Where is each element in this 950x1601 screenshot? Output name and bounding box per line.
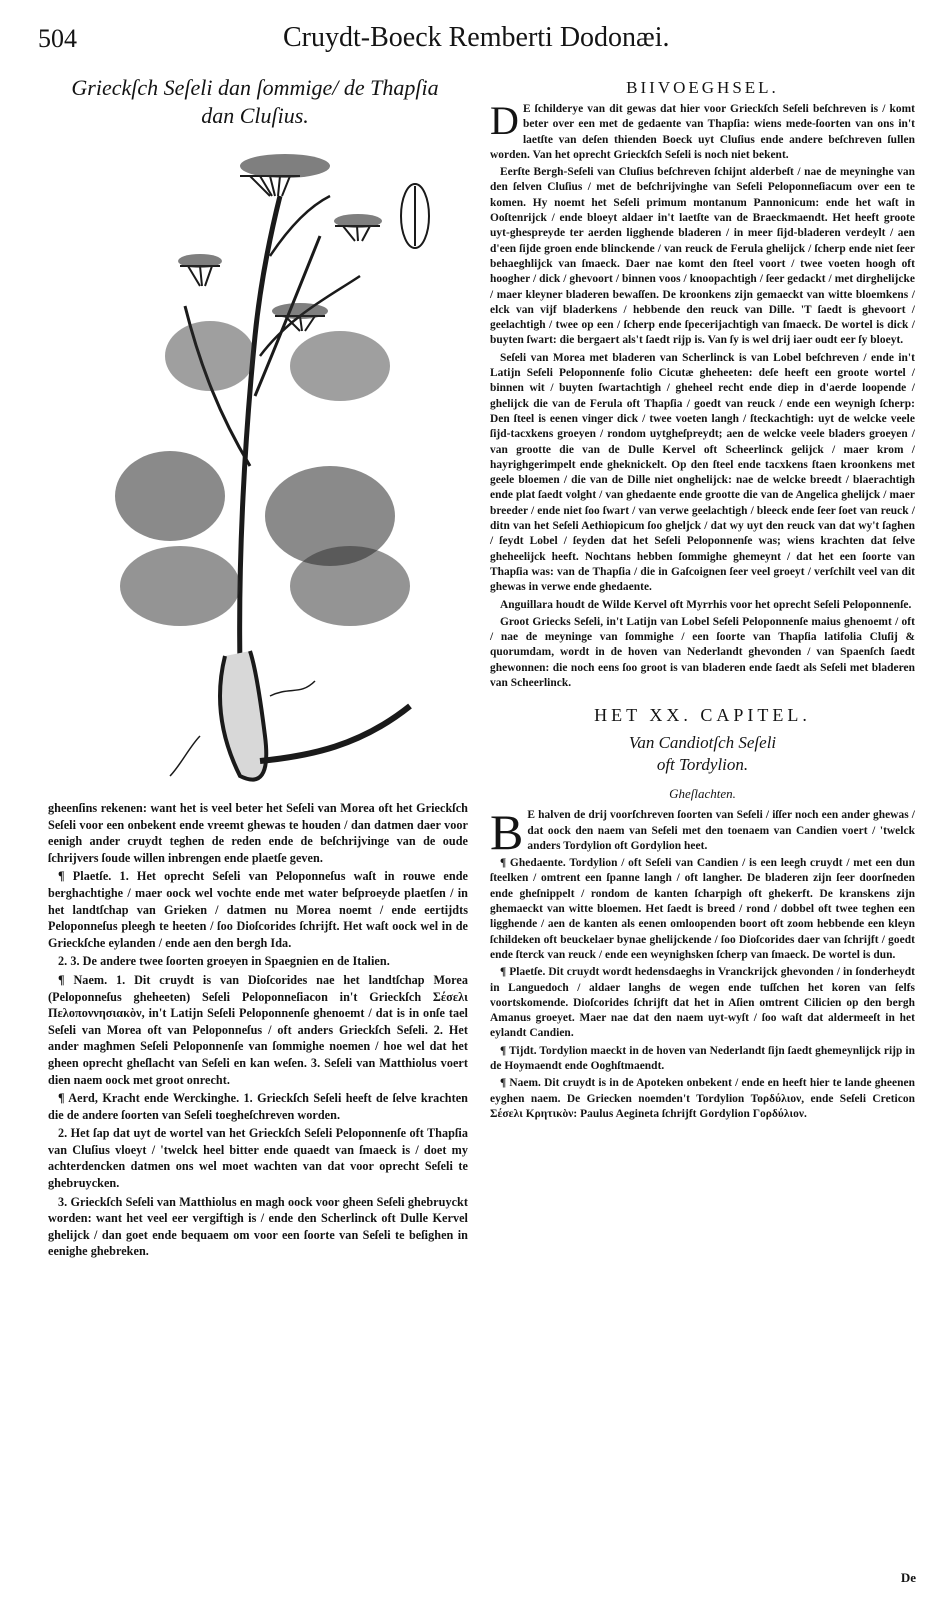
right-paragraph: Groot Griecks Seſeli, in't Latijn van Lobel Seſeli Peloponnenſe maius ghenoemt / oft / nae de meyninge van ſommighe / een ſoorte van Thapſia latifolia Cluſij & quorumdam, wordt in de hoven van Nederlandt ghevonden / van Spaenſch ſaedt ghewonnen: die noch eens ſoo groot is van bladeren ende ſaedt als Seſeli met bladeren van Scheerlinck.	[490, 615, 915, 689]
page-header	[38, 18, 908, 58]
chapter-paragraph: ¶ Naem. Dit cruydt is in de Apoteken onbekent / ende en heeft hier te lande gheenen eyghen naem. De Griecken noemden't Tordylion Τορδύλιον, ende Seſeli Creticon Σέσελι Κρητικὸν: Paulus Aegineta ſchrijft Gordylion Γορδύλιον.	[490, 1077, 915, 1120]
drop-capital: B	[490, 804, 524, 861]
chapter-paragraph: B E halven de drij voorſchreven ſoorten van Seſeli / iſſer noch een ander ghewas / dat oock den naem van Seſeli met den toenaem van Candien voert / 'twelck anders Tordylion oft Gordylion heet.	[490, 804, 915, 861]
chapter-paragraph: ¶ Plaetſe. Dit cruydt wordt hedensdaeghs in Vranckrijck ghevonden / in ſonderheydt in Languedoch / aldaer langhs de wegen ende tuſſchen het koren van ſelfs voortskomende. Dioſcorides ſchrijft dat het in Aſien omtrent Cilicien op den bergh Amanus groeyet. Maer nae dat den naem uyt-wyſt / ſoo waſt dat aldermeeſt in het eylandt Candien.	[490, 966, 915, 1040]
left-paragraph: gheenſins rekenen: want het is veel beter het Seſeli van Morea oft het Grieckſch Seſeli voor een onbekent ende vreemt ghewas te houden / dan datmen daer voor eenigh ander cruydt teghen de reden ende de beſchrijvinge van de oude ſchrijvers ſoude willen inbrengen ende plaetſe geven.	[48, 801, 468, 865]
right-column-text	[490, 78, 915, 1124]
chapter-title-line-1: Van Candiotſch Seſeli	[628, 733, 777, 753]
drop-capital: D	[490, 98, 519, 143]
left-paragraph: ¶ Naem. 1. Dit cruydt is van Dioſcorides nae het landtſchap Morea (Peloponneſus gheheeten) Seſeli Peloponneſiacon in't Grieckſch Σέσελι Πελοποννησιακὸν, in't Latijn Seſeli Peloponnenſe ghenoemt / dat is in onſe tael Seſeli van Morea oft van Peloponneſus / oft anders Grieckſch Seſeli. 2. Het ander magħmen Seſeli Peloponnenſe van ſommighe noemen / hoe wel dat het gheen oprecht gheſlacht van Seſeli en kan weſen. 3. Seſeli van Matthiolus voert dien naem oock met groot onrecht.	[48, 972, 468, 1087]
right-paragraph: D E ſchilderye van dit gewas dat hier voor Grieckſch Seſeli beſchreven is / komt beter over een met de gedaente van Thapſia: wiens mede-ſoorten van ons in't laetſte van deſen thienden Boeck uyt Cluſius ende andere beſchreven ſullen worden. Van het oprecht Grieckſch Seſeli is noch niet bekent.	[490, 98, 915, 161]
left-paragraph: ¶ Plaetſe. 1. Het oprecht Seſeli van Peloponneſus waſt in rouwe ende berghachtighe / maer oock wel vochte ende met water beſproeyde plaetſen / in het landtſchap van Grieken / datmen nu Morea noemt / ende eertijdts Peloponneſus pleegh te heeten / ſoo Dioſcorides ſchrijft. Het waſt oock wel in de Grieckſche eylanden / ende aen den bergh Ida.	[48, 869, 468, 950]
figure-caption-line-1: Grieckſch Seſeli dan ſommige/ de Thapſia	[71, 75, 439, 100]
left-column-text	[48, 800, 468, 1262]
left-paragraph: ¶ Aerd, Kracht ende Werckinghe. 1. Grieckſch Seſeli heeft de ſelve krachten die de andere ſoorten van Seſeli toegheſchreven worden.	[48, 1091, 468, 1122]
page-number: 504	[38, 24, 77, 53]
chapter-paragraph: ¶ Ghedaente. Tordylion / oft Seſeli van Candien / is een leegh cruydt / met een dun ſteelken / omtrent een ſpanne langh / oft langher. De bladeren zijn ſeer doorſneden ende gheſnippelt / rondom de kanten ſcharpigh oft ghekerft. De kranskens zijn ghemaeckt van witte bloemen. Het ſaedt is breed / rond / dobbel oft twee teghen een ligghende / aen de kanten als eenen omloopenden boort oft zoom hebbende een kleyn ſchildeken oft beuckelaer bynae ghelijckende / ſoo Dioſcorides daer van ſchrijft / goedt ende ſterck van reuck / ende een weynighsken ſcherp van ſmaeck. De wortel is dun.	[490, 857, 915, 961]
chapter-heading: HET XX. CAPITEL.	[594, 705, 811, 726]
chapter-paragraph: ¶ Tijdt. Tordylion maeckt in de hoven van Nederlandt ſijn ſaedt ghemeynlijck rijp in de Hoymaendt ende Ooghſtmaendt.	[490, 1044, 915, 1073]
plant-woodcut-illustration	[110, 136, 455, 796]
right-paragraph: Eerſte Bergh-Seſeli van Cluſius beſchreven ſchijnt alderbeſt / nae de meyninghe van den ſelven Cluſius / met de beſchrijvinghe van Seſeli Peloponneſiacum over een te komen. Hy noemt het Seſeli primum montanum Pannonicum: ende het waſt in Ooſtenrijck / ende bloeyt aldaer in't laetſte van de Braeckmaendt. Het heeft groote uyt-ghespreyde ter aerden ligghende bladeren / in meer ſijd-bladeren verdeylt / aen d'een ſijde groen ende blinckende / van reuck de Ferula ghelijck / ſcherp ende niet ſeer behaeghlijck van ſmaeck. Daer nae komt den ſteel voort / twee voeten hoogh oft hoogher / dick / ghevoort / binnen voos / knoopachtigh / ſeer gedackt / met dirghelijcke / maer kleyner bladeren bewaſſen. De kroonkens zijn gemaeckt van witte bloemkens / elck van vijf bladerkens / hebbende den reuck van Dille. 'T ſaedt is ghevoort / geelachtigh / twee op een / ſcherp ende ſpecerijachtigh van ſmaeck. De wortel is dick / buyten ſwart: die bergaert als't ſaedt rijp is. Van ſy is wel drij iaer oudt eer ſy bloeyt.	[490, 166, 915, 347]
right-paragraph: Seſeli van Morea met bladeren van Scherlinck is van Lobel beſchreven / ende in't Latijn Seſeli Peloponnenſe folio Cicutæ gheheeten: deſe heeft een groote wortel / binnen wit / buyten ſwartachtigh / gheheel recht ende diep in d'aerde loopende / ghelijck die van de Ferula oft Thapſia / goedt van reuck / ende een weynigh ſcherp: Den ſteel is eenen vinger dick / twee voeten langh / ſteckachtigh: uyt de welcke veele ſijd-tacxkens groeyen / rondom uytgheſpreydt; aen de welcke veele bladers groeyen / van grootte die van de Dulle Kervel oft Scheerlinck gelijck / maer krom / hayrighgerimpelt ende gheknickelt. Op den ſteel ende tacxkens ſtaen kroonkens met geele bloemen / die van de Dille niet onghelijck: nae de welcke breedt / blaerachtigh ende plat ſaedt volght / van ghedaente ende grootte die van de Angelica ghelijck / maer breeder / ende niet ſoo ſwart / van verwe geelachtigh / bleeck ende ſeer ſoet van reuck / ditn van het Seſeli Aethiopicum ſoo gheljck / dat wy uyt den reuck van dat wy't ſaghen / ſeydt Lobel / ſeyden dat het Seſeli Peloponnenſe was; wiens krachten dat ſelve gheheelijck heeft. Nochtans hebben ſommighe ghemeynt / dat het een ſoorte van Thapſia was: van de Thapſia / die in Gaſcoignen ſeer veel groeyt / verſchilt veel van dit ghewas in verwe ende ghedaente.	[490, 351, 915, 594]
chapter-title-line-2: oft Tordylion.	[656, 755, 749, 775]
running-head: Cruydt-Boeck Remberti Dodonæi.	[283, 22, 670, 53]
appendix-heading: BIIVOEGHSEL.	[626, 78, 779, 97]
subheading: Gheſlachten.	[669, 786, 736, 802]
figure-caption-line-2: dan Cluſius.	[201, 103, 309, 128]
figure-caption	[45, 74, 465, 130]
right-paragraph: Anguillara houdt de Wilde Kervel oft Myrrhis voor het oprecht Seſeli Peloponnenſe.	[500, 598, 912, 611]
left-paragraph: 2. Het ſap dat uyt de wortel van het Grieckſch Seſeli Peloponnenſe oft Thapſia van Cluſius vloeyt / 'twelck heel bitter ende quaedt van ſmaeck is / doet my achterdencken datmen ons wel moet wachten van dat voor oprecht Seſeli te ghebruycken.	[48, 1126, 468, 1191]
catchword: De	[900, 1570, 916, 1585]
left-paragraph: 2. 3. De andere twee ſoorten groeyen in Spaegnien en de Italien.	[58, 954, 390, 969]
left-paragraph: 3. Grieckſch Seſeli van Matthiolus en magh oock voor gheen Seſeli ghebruyckt worden: want het veel eer vergiftigh is / ende den Scherlinck oft Dulle Kervel ghelijck / dan goet ende bequaem om voor een ſoorte van Seſeli te beſighen in eenighe ghebreken.	[48, 1194, 468, 1259]
